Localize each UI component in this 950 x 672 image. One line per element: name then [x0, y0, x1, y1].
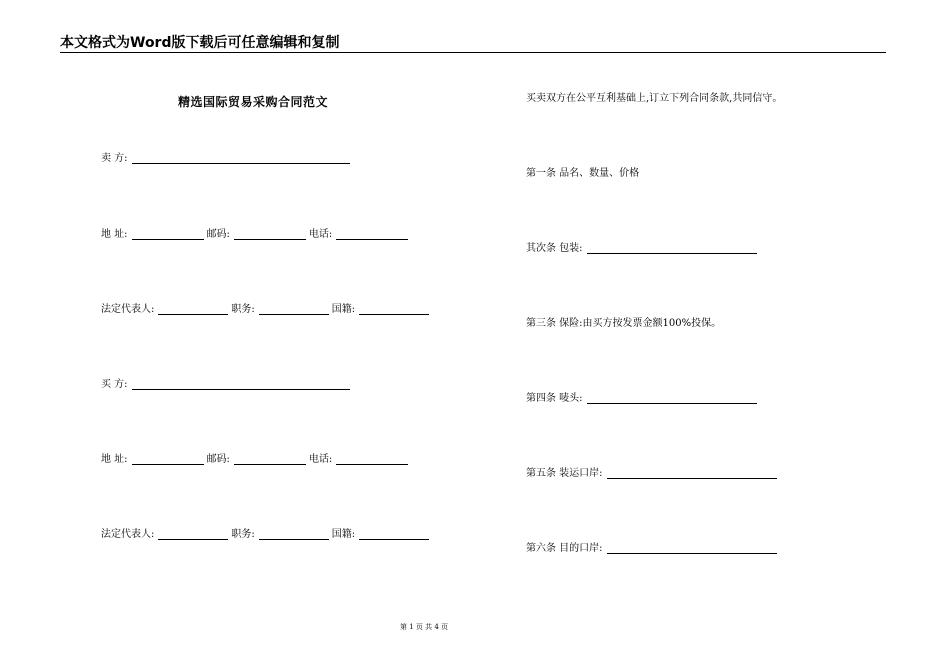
- zip-blank: [234, 229, 306, 240]
- seller-address-line: [101, 228, 411, 242]
- zip-label: 邮码:: [206, 454, 230, 465]
- position-label: 职务:: [231, 529, 255, 540]
- clause-3: [526, 317, 721, 331]
- contract-intro: [526, 92, 782, 106]
- document-title: 精选国际贸易采购合同范文: [178, 95, 329, 109]
- representative-label: 法定代表人:: [101, 304, 155, 315]
- buyer-label: 买 方:: [101, 379, 128, 390]
- loading-port-blank: [607, 468, 777, 479]
- position-label: 职务:: [231, 304, 255, 315]
- clause-4-label: 第四条 唛头:: [526, 393, 583, 404]
- zip-blank: [234, 454, 306, 465]
- clause-5-label: 第五条 装运口岸:: [526, 468, 603, 479]
- banner-divider: [60, 52, 886, 53]
- clause-6-label: 第六条 目的口岸:: [526, 543, 603, 554]
- phone-label: 电话:: [308, 229, 333, 240]
- clause-2: [526, 242, 760, 256]
- representative-blank: [158, 304, 228, 315]
- seller-line: [101, 152, 353, 166]
- phone-label: 电话:: [308, 454, 333, 465]
- clause-3-text: 第三条 保险:由买方按发票金额100%投保。: [526, 318, 722, 329]
- page-number: 第 1 页 共 4 页: [400, 623, 449, 631]
- seller-blank: [132, 153, 350, 164]
- buyer-blank: [132, 379, 350, 390]
- address-blank: [132, 454, 204, 465]
- position-blank: [259, 304, 329, 315]
- address-label: 地 址:: [101, 454, 128, 465]
- destination-port-blank: [607, 543, 777, 554]
- position-blank: [259, 529, 329, 540]
- phone-blank: [336, 229, 408, 240]
- clause-1: [526, 167, 639, 181]
- nationality-blank: [359, 304, 429, 315]
- intro-text: 买卖双方在公平互利基础上,订立下列合同条款,共同信守。: [526, 93, 783, 104]
- buyer-line: [101, 378, 353, 392]
- document-banner: 本文格式为Word版下载后可任意编辑和复制: [60, 35, 340, 51]
- packing-blank: [587, 243, 757, 254]
- buyer-representative-line: [101, 528, 432, 542]
- representative-label: 法定代表人:: [101, 529, 155, 540]
- representative-blank: [158, 529, 228, 540]
- clause-1-text: 第一条 品名、数量、价格: [526, 168, 640, 179]
- nationality-blank: [359, 529, 429, 540]
- zip-label: 邮码:: [206, 229, 230, 240]
- clause-4: [526, 392, 760, 406]
- address-label: 地 址:: [101, 229, 128, 240]
- clause-2-label: 其次条 包装:: [526, 243, 583, 254]
- address-blank: [132, 229, 204, 240]
- seller-label: 卖 方:: [101, 153, 128, 164]
- buyer-address-line: [101, 453, 411, 467]
- clause-5: [526, 467, 780, 481]
- seller-representative-line: [101, 303, 432, 317]
- nationality-label: 国籍:: [331, 304, 356, 315]
- phone-blank: [336, 454, 408, 465]
- nationality-label: 国籍:: [331, 529, 356, 540]
- clause-6: [526, 542, 780, 556]
- marks-blank: [587, 393, 757, 404]
